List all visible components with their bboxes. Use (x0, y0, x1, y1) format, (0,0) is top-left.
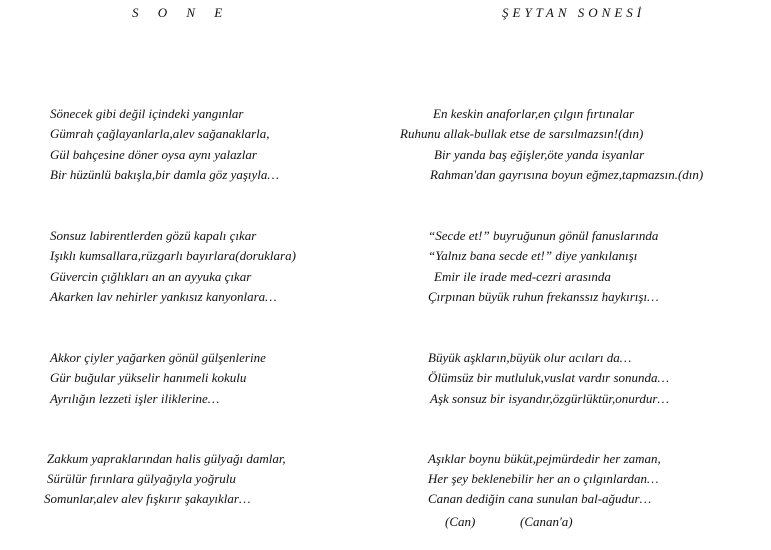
right-stanza-1-line-3: Bir yanda baş eğişler,öte yanda isyanlar (434, 147, 645, 162)
left-stanza-3-line-2: Gür buğular yükselir hanımeli kokulu (50, 370, 247, 385)
left-stanza-1-line-1: Sönecek gibi değil içindeki yangınlar (50, 106, 244, 121)
right-stanza-3-line-3: Aşk sonsuz bir isyandır,özgürlüktür,onurdur… (430, 391, 669, 406)
signature-can: (Can) (445, 514, 476, 529)
left-stanza-1-line-3: Gül bahçesine döner oysa aynı yalazlar (50, 147, 257, 162)
left-poem-title: S O N E (132, 5, 231, 20)
right-stanza-2-line-2: “Yalnız bana secde et!” diye yankılanışı (428, 248, 638, 263)
left-stanza-1-line-4: Bir hüzünlü bakışla,bir damla göz yaşıyla… (50, 167, 279, 182)
signature-canan: (Canan'a) (520, 514, 573, 529)
right-stanza-3-line-1: Büyük aşkların,büyük olur acıları da… (428, 350, 632, 365)
left-stanza-2-line-4: Akarken lav nehirler yankısız kanyonlara… (50, 289, 277, 304)
right-poem-title: ŞEYTAN SONESİ (502, 5, 646, 20)
left-stanza-3-line-1: Akkor çiyler yağarken gönül gülşenlerine (50, 350, 266, 365)
right-stanza-3-line-2: Ölümsüz bir mutluluk,vuslat vardır sonunda… (428, 370, 670, 385)
right-stanza-2-line-1: “Secde et!” buyruğunun gönül fanuslarında (428, 228, 659, 243)
left-stanza-2-line-1: Sonsuz labirentlerden gözü kapalı çıkar (50, 228, 257, 243)
left-stanza-3-line-3: Ayrılığın lezzeti işler iliklerine… (50, 391, 220, 406)
right-stanza-1-line-2: Ruhunu allak-bullak etse de sarsılmazsın!(dın) (400, 126, 644, 141)
left-stanza-4-line-3: Somunlar,alev alev fışkırır şakayıklar… (44, 491, 251, 506)
left-stanza-2-line-3: Güvercin çığlıkları an an ayyuka çıkar (50, 269, 252, 284)
left-stanza-4-line-1: Zakkum yapraklarından halis gülyağı damlar, (47, 451, 286, 466)
right-stanza-1-line-4: Rahman'dan gayrısına boyun eğmez,tapmazsın.(dın) (430, 167, 704, 182)
right-stanza-4-line-1: Aşıklar boynu büküt,pejmürdedir her zaman, (428, 451, 661, 466)
right-stanza-4-line-3: Canan dediğin cana sunulan bal-ağudur… (428, 491, 652, 506)
left-stanza-4-line-2: Sürülür fırınlara gülyağıyla yoğrulu (47, 471, 236, 486)
right-stanza-2-line-3: Emir ile irade med-cezri arasında (434, 269, 611, 284)
right-stanza-1-line-1: En keskin anaforlar,en çılgın fırtınalar (433, 106, 635, 121)
left-stanza-2-line-2: Işıklı kumsallara,rüzgarlı bayırlara(doruklara) (50, 248, 296, 263)
right-stanza-2-line-4: Çırpınan büyük ruhun frekanssız haykırışı… (428, 289, 659, 304)
right-stanza-4-line-2: Her şey beklenebilir her an o çılgınlardan… (428, 471, 659, 486)
left-stanza-1-line-2: Gümrah çağlayanlarla,alev sağanaklarla, (50, 126, 270, 141)
